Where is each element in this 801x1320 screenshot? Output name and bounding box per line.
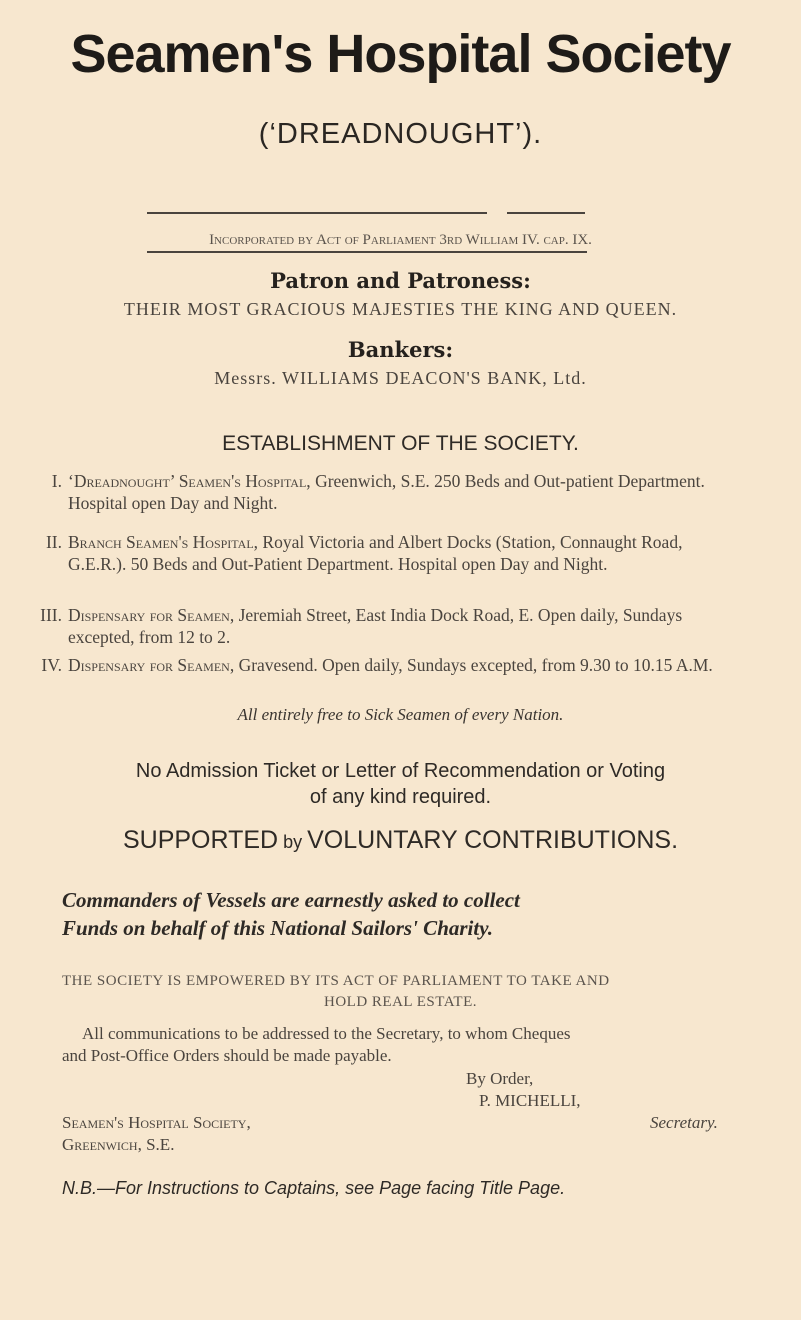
subtitle: (‘DREADNOUGHT’).: [258, 118, 543, 150]
secretary-title: Secretary.: [650, 1113, 718, 1132]
item-name: Dispensary for Seamen,: [68, 655, 235, 675]
nb-note: N.B.—For Instructions to Captains, see Page facing Title Page.: [62, 1178, 566, 1198]
patron-text: THEIR MOST GRACIOUS MAJESTIES THE KING AND QUEEN.: [123, 299, 678, 319]
free-note: All entirely free to Sick Seamen of every Nation.: [237, 705, 564, 724]
admission-line: No Admission Ticket or Letter of Recommendation or Voting: [135, 760, 666, 782]
item-name: Branch Seamen's Hospital,: [68, 532, 259, 552]
establishment-item: [20, 604, 725, 648]
supported-line: [0, 826, 801, 855]
establishment-item: [20, 531, 725, 575]
address-line: Seamen's Hospital Society,: [62, 1113, 251, 1132]
communications-line: and Post-Office Orders should be made payable.: [62, 1046, 392, 1065]
address-line: Greenwich, S.E.: [62, 1135, 175, 1154]
commanders-line: Commanders of Vessels are earnestly asked to collect: [62, 888, 520, 912]
empowered-line: THE SOCIETY IS EMPOWERED BY ITS ACT OF PARLIAMENT TO TAKE AND: [62, 973, 610, 989]
item-number: IV.: [41, 655, 62, 675]
item-number: I.: [51, 471, 62, 491]
divider: [147, 251, 587, 253]
empowered-line: HOLD REAL ESTATE.: [324, 994, 477, 1010]
establishment-heading: ESTABLISHMENT OF THE SOCIETY.: [222, 432, 579, 455]
signatory: P. MICHELLI,: [479, 1091, 581, 1110]
establishment-item: [20, 470, 725, 514]
communications-line: All communications to be addressed to the Secretary, to whom Cheques: [82, 1024, 571, 1043]
incorporation-note: Incorporated by Act of Parliament 3rd William IV. cap. IX.: [209, 232, 592, 248]
item-number: II.: [45, 532, 62, 552]
establishment-item: [20, 654, 725, 676]
divider: [507, 212, 585, 214]
page-title: Seamen's Hospital Society: [70, 24, 731, 84]
bankers-heading: Bankers:: [347, 337, 454, 362]
supported-word: SUPPORTED: [122, 826, 279, 854]
commanders-line: Funds on behalf of this National Sailors' Charity.: [62, 916, 494, 940]
item-text: Gravesend. Open daily, Sundays excepted, from 9.30 to 10.15 A.M.: [234, 655, 713, 675]
divider: [147, 212, 487, 214]
by-order: By Order,: [466, 1069, 534, 1088]
item-text: Royal Victoria and Albert Docks (Station, Connaught Road, G.E.R.). 50 Beds and Out-Patient Department. Hospital open Day and Night.: [68, 532, 683, 574]
item-name: Dispensary for Seamen,: [68, 605, 235, 625]
bankers-text: Messrs. WILLIAMS DEACON'S BANK, Ltd.: [214, 368, 587, 388]
item-name: ‘Dreadnought’ Seamen's Hospital,: [68, 471, 311, 491]
voluntary-word: VOLUNTARY CONTRIBUTIONS.: [307, 826, 679, 854]
item-text: Jeremiah Street, East India Dock Road, E. Open daily, Sundays excepted, from 12 to 2.: [68, 605, 683, 647]
patron-heading: Patron and Patroness:: [270, 268, 531, 293]
admission-line: of any kind required.: [309, 786, 492, 808]
by-word: by: [278, 832, 308, 852]
item-number: III.: [40, 605, 62, 625]
item-text: Greenwich, S.E. 250 Beds and Out-patient Department. Hospital open Day and Night.: [68, 471, 705, 513]
